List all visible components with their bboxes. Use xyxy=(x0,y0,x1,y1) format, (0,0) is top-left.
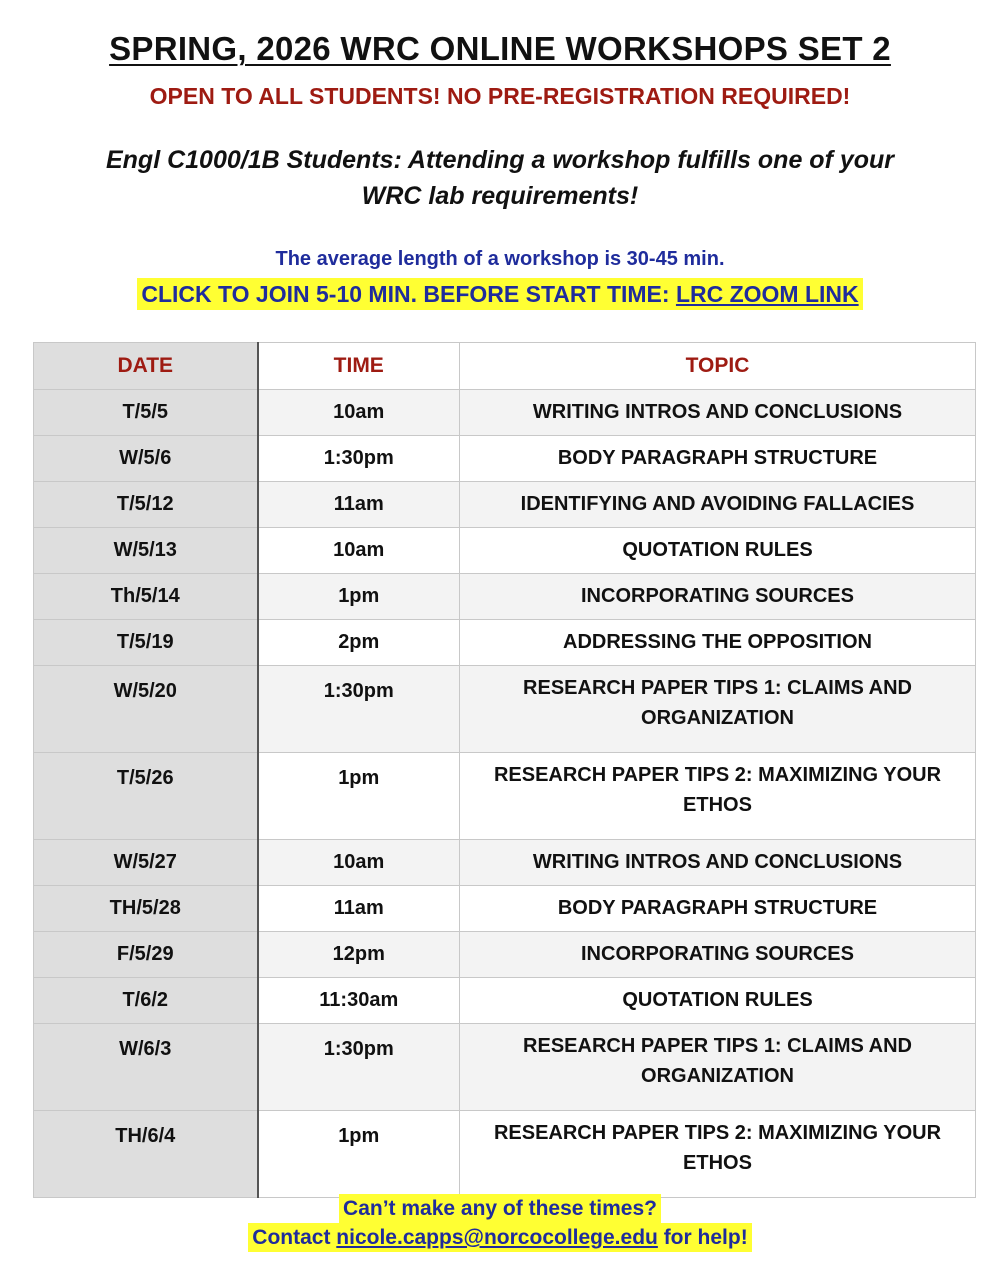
time-cell: 1pm xyxy=(258,753,460,840)
table-row xyxy=(34,620,976,666)
date-cell: T/5/12 xyxy=(34,482,258,528)
join-highlight xyxy=(137,278,862,310)
lab-requirement-note xyxy=(40,142,960,214)
topic-cell: QUOTATION RULES xyxy=(460,978,976,1024)
table-row xyxy=(34,436,976,482)
time-cell: 12pm xyxy=(258,932,460,978)
contact-prefix: Contact xyxy=(252,1226,337,1249)
topic-cell: QUOTATION RULES xyxy=(460,528,976,574)
time-cell: 2pm xyxy=(258,620,460,666)
date-column-header: DATE xyxy=(34,343,258,390)
table-row xyxy=(34,528,976,574)
date-cell: T/5/19 xyxy=(34,620,258,666)
contact-footer xyxy=(0,1194,1000,1252)
note-line-1: Engl C1000/1B Students: Attending a workshop fulfills one of your xyxy=(105,146,895,174)
date-cell: W/5/20 xyxy=(34,666,258,753)
table-row xyxy=(34,753,976,840)
table-row xyxy=(34,978,976,1024)
date-cell: T/5/5 xyxy=(34,390,258,436)
time-cell: 10am xyxy=(258,390,460,436)
zoom-link[interactable]: LRC ZOOM LINK xyxy=(675,281,859,307)
contact-email-link[interactable]: nicole.capps@norcocollege.edu xyxy=(336,1226,658,1249)
topic-cell: RESEARCH PAPER TIPS 1: CLAIMS AND ORGANIZATION xyxy=(460,1024,976,1111)
date-cell: W/5/27 xyxy=(34,840,258,886)
workshop-schedule-table xyxy=(33,342,976,1198)
topic-cell: INCORPORATING SOURCES xyxy=(460,574,976,620)
date-cell: F/5/29 xyxy=(34,932,258,978)
time-cell: 1:30pm xyxy=(258,1024,460,1111)
topic-cell: ADDRESSING THE OPPOSITION xyxy=(460,620,976,666)
topic-column-header: TOPIC xyxy=(460,343,976,390)
time-cell: 1:30pm xyxy=(258,666,460,753)
table-row xyxy=(34,390,976,436)
page-title: SPRING, 2026 WRC ONLINE WORKSHOPS SET 2 xyxy=(109,30,891,67)
date-cell: T/5/26 xyxy=(34,753,258,840)
date-cell: TH/5/28 xyxy=(34,886,258,932)
footer-question: Can’t make any of these times? xyxy=(339,1194,661,1223)
date-cell: T/6/2 xyxy=(34,978,258,1024)
footer-contact-line xyxy=(248,1223,751,1252)
note-line-2: WRC lab requirements! xyxy=(361,182,639,210)
table-row xyxy=(34,932,976,978)
date-cell: Th/5/14 xyxy=(34,574,258,620)
contact-suffix: for help! xyxy=(657,1226,748,1249)
date-cell: W/5/13 xyxy=(34,528,258,574)
topic-cell: RESEARCH PAPER TIPS 2: MAXIMIZING YOUR ETHOS xyxy=(460,1111,976,1198)
table-row xyxy=(34,574,976,620)
date-cell: W/5/6 xyxy=(34,436,258,482)
time-cell: 10am xyxy=(258,840,460,886)
topic-cell: WRITING INTROS AND CONCLUSIONS xyxy=(460,390,976,436)
time-cell: 11:30am xyxy=(258,978,460,1024)
topic-cell: RESEARCH PAPER TIPS 1: CLAIMS AND ORGANIZATION xyxy=(460,666,976,753)
date-cell: TH/6/4 xyxy=(34,1111,258,1198)
time-cell: 11am xyxy=(258,482,460,528)
join-text: CLICK TO JOIN 5-10 MIN. BEFORE START TIME: xyxy=(141,281,676,307)
time-cell: 11am xyxy=(258,886,460,932)
table-row xyxy=(34,840,976,886)
table-row xyxy=(34,482,976,528)
open-to-all-subtitle: OPEN TO ALL STUDENTS! NO PRE-REGISTRATION REQUIRED! xyxy=(149,83,851,109)
topic-cell: IDENTIFYING AND AVOIDING FALLACIES xyxy=(460,482,976,528)
time-cell: 1pm xyxy=(258,1111,460,1198)
table-row xyxy=(34,666,976,753)
time-cell: 1pm xyxy=(258,574,460,620)
topic-cell: BODY PARAGRAPH STRUCTURE xyxy=(460,436,976,482)
topic-cell: INCORPORATING SOURCES xyxy=(460,932,976,978)
topic-cell: BODY PARAGRAPH STRUCTURE xyxy=(460,886,976,932)
table-row xyxy=(34,1024,976,1111)
topic-cell: RESEARCH PAPER TIPS 2: MAXIMIZING YOUR ETHOS xyxy=(460,753,976,840)
table-row xyxy=(34,886,976,932)
join-banner xyxy=(0,278,1000,310)
time-cell: 1:30pm xyxy=(258,436,460,482)
topic-cell: WRITING INTROS AND CONCLUSIONS xyxy=(460,840,976,886)
table-header-row xyxy=(34,343,976,390)
average-length-note: The average length of a workshop is 30-45 min. xyxy=(275,248,725,270)
time-cell: 10am xyxy=(258,528,460,574)
table-row xyxy=(34,1111,976,1198)
time-column-header: TIME xyxy=(258,343,460,390)
date-cell: W/6/3 xyxy=(34,1024,258,1111)
